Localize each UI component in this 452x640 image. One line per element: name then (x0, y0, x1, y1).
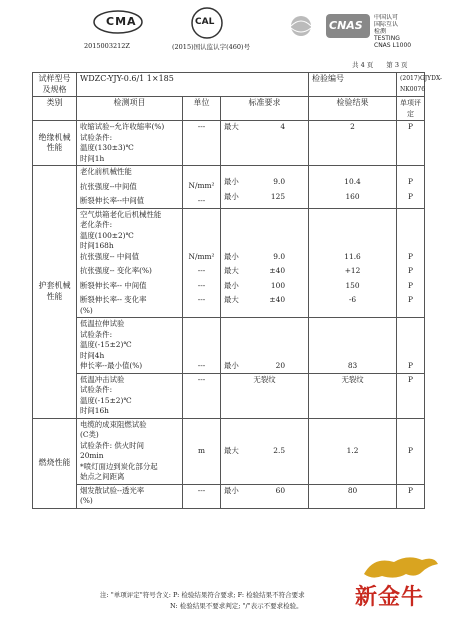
unit-line: --- (197, 266, 206, 275)
unit-line: --- (197, 195, 206, 205)
column-header-row (33, 97, 425, 121)
result-cell (309, 166, 397, 209)
cal-logo-text: CAL (195, 17, 215, 27)
cnas-cn2: 国际互认 (374, 21, 399, 28)
item-line: 试验条件: 供火时间 (80, 440, 144, 450)
item-line: 断裂伸长率-- 变化率 (80, 295, 147, 304)
unit-cell: m (183, 418, 221, 484)
item-line: 空气烘箱老化后机械性能 (80, 209, 162, 219)
req-value: 9.0 (273, 251, 286, 261)
col-requirement: 标准要求 (221, 97, 309, 121)
page-info: 共 4 页 第 3 页 (352, 61, 408, 69)
req-cell: 无裂纹 (221, 373, 309, 418)
item-line: 抗张强度-- 变化率(%) (80, 266, 152, 275)
cnas-brand-text: CNAS (329, 19, 363, 32)
req-value: ±40 (269, 266, 286, 275)
result-line: 150 (345, 280, 360, 290)
item-line: 老化前机械性能 (80, 167, 132, 176)
table-row (33, 484, 425, 508)
item-line: 伸长率--最小值(%) (80, 361, 143, 370)
cma-logo (88, 8, 148, 36)
item-line: 收缩试验--允许收缩率(%) (80, 122, 165, 131)
req-value: 60 (275, 485, 286, 495)
unit-cell: --- (183, 121, 221, 166)
footnote-line1: 注: "单项评定"符号含义: P: 检验结果符合要求; F: 检验结果不符合要求 (100, 591, 305, 599)
unit-cell: --- (183, 484, 221, 508)
req-value: 9.0 (273, 177, 286, 186)
col-item: 检测项目 (77, 97, 183, 121)
item-line: (%) (80, 496, 93, 505)
meta-row (33, 73, 425, 97)
table-row (33, 208, 425, 318)
item-line: 温度(-15±2)℃ (80, 395, 132, 405)
item-line: 电缆的成束阻燃试验 (80, 419, 147, 429)
category-insulation: 绝缘机械性能 (33, 121, 77, 166)
req-kind: 最大 (224, 122, 239, 131)
judge-line: P (408, 177, 414, 186)
req-value: ±40 (269, 295, 286, 304)
cnas-cn3: 检测 (374, 28, 387, 35)
result-line: -6 (348, 295, 357, 304)
ilac-mra-logo (283, 14, 319, 40)
req-kind: 最大 (224, 445, 239, 455)
judge-line: P (408, 251, 414, 261)
req-cell (221, 418, 309, 484)
req-kind: 最大 (224, 266, 239, 275)
item-line: 试验条件: (80, 132, 113, 142)
judge-cell: P (397, 318, 425, 374)
item-cell (77, 484, 183, 508)
brand-name: 新金牛 (355, 585, 425, 610)
item-line: 老化条件: (80, 220, 113, 229)
footnote-line2: N: 检验结果不要求判定; "/"表示不要求检验。 (170, 602, 303, 610)
item-line: 时间4h (80, 350, 105, 360)
judge-cell: P (397, 484, 425, 508)
judge-cell: P (397, 373, 425, 418)
judge-line: P (408, 280, 414, 290)
unit-cell: --- (183, 318, 221, 374)
item-cell (77, 318, 183, 374)
cnas-cn1: 中国认可 (374, 14, 399, 21)
item-cell (77, 121, 183, 166)
item-line: *喷灯面边到炭化部分起 (80, 461, 158, 471)
item-line: (%) (80, 305, 93, 315)
cnas-text-block (374, 14, 411, 49)
item-line: 低温拉伸试验 (80, 319, 125, 328)
unit-cell: --- (183, 373, 221, 418)
result-cell: 83 (309, 318, 397, 374)
unit-line: N/mm² (188, 181, 215, 190)
item-line: 试验条件: (80, 329, 113, 339)
item-line: 20min (80, 451, 104, 460)
table-row (33, 121, 425, 166)
item-line: 低温冲击试验 (80, 374, 125, 384)
unit-line: --- (197, 295, 206, 304)
result-cell: 无裂纹 (309, 373, 397, 418)
item-cell (77, 418, 183, 484)
model-label: 试样型号及规格 (33, 73, 77, 97)
result-cell: 2 (309, 121, 397, 166)
item-line: 温度(-15±2)℃ (80, 340, 132, 349)
req-cell (221, 208, 309, 318)
req-value: 4 (280, 122, 286, 131)
req-kind: 最小 (224, 280, 239, 290)
table-row (33, 166, 425, 209)
judge-line: P (408, 191, 414, 201)
cal-logo (190, 6, 224, 40)
cnas-en1: TESTING (374, 35, 400, 42)
item-line: 断裂伸长率-- 中间值 (80, 280, 147, 290)
item-line: 断裂伸长率--中间值 (80, 196, 145, 205)
item-line: (C类) (80, 430, 99, 439)
item-line: 烟发散试验--透光率 (80, 485, 145, 495)
req-cell (221, 318, 309, 374)
cma-logo-text: CMA (106, 15, 137, 28)
unit-line: --- (197, 280, 206, 290)
test-report-table (32, 72, 443, 509)
category-sheath: 护套机械性能 (33, 166, 77, 419)
model-value: WDZC-YJY-0.6/1 1×185 (77, 73, 309, 97)
req-value: 20 (275, 361, 286, 370)
cnas-en2: CNAS L1000 (374, 42, 412, 49)
item-cell (77, 208, 183, 318)
result-cell: 1.2 (309, 418, 397, 484)
result-line: 11.6 (344, 251, 361, 261)
cnas-logo (326, 14, 370, 38)
judge-cell: P (397, 121, 425, 166)
result-cell: 80 (309, 484, 397, 508)
item-line: 温度(130±3)℃ (80, 143, 134, 152)
judge-line: P (408, 266, 414, 275)
unit-cell (183, 166, 221, 209)
report-label-cell (309, 73, 397, 97)
judge-line: P (408, 295, 414, 304)
unit-cell (183, 208, 221, 318)
report-value: (2017)GJYDX-NK0076 (397, 73, 425, 97)
req-cell (221, 166, 309, 209)
item-line: 始点之间距离 (80, 472, 125, 481)
table-row (33, 318, 425, 374)
req-cell (221, 121, 309, 166)
table-row (33, 418, 425, 484)
col-category: 类别 (33, 97, 77, 121)
item-cell (77, 373, 183, 418)
result-cell (309, 208, 397, 318)
item-line: 时间168h (80, 241, 114, 250)
result-line: 10.4 (344, 177, 361, 186)
req-kind: 最小 (224, 485, 239, 495)
item-cell (77, 166, 183, 209)
req-value: 2.5 (273, 445, 286, 455)
judge-cell (397, 166, 425, 209)
cal-number: (2015)国认监认字(460)号 (172, 43, 251, 51)
item-line: 时间1h (80, 153, 105, 163)
req-kind: 最小 (224, 177, 239, 186)
judge-cell (397, 208, 425, 318)
result-line: +12 (344, 266, 361, 275)
col-judge: 单项评定 (397, 97, 425, 121)
col-result: 检验结果 (309, 97, 397, 121)
req-kind: 最大 (224, 295, 239, 304)
item-line: 抗张强度-- 中间值 (80, 251, 140, 261)
unit-line: N/mm² (188, 251, 215, 261)
req-kind: 最小 (224, 361, 239, 370)
col-unit: 单位 (183, 97, 221, 121)
req-kind: 最小 (224, 251, 239, 261)
table-row (33, 373, 425, 418)
result-line: 160 (345, 191, 360, 201)
req-value: 100 (270, 280, 286, 290)
item-line: 时间16h (80, 406, 109, 415)
item-line: 抗张强度--中间值 (80, 181, 137, 191)
category-combustion: 燃烧性能 (33, 418, 77, 508)
report-label: 检验编号 (312, 74, 345, 83)
judge-cell: P (397, 418, 425, 484)
req-value: 125 (270, 191, 286, 201)
req-kind: 最小 (224, 191, 239, 201)
item-line: 试验条件: (80, 385, 113, 394)
cma-number: 2015003212Z (84, 42, 130, 50)
req-cell (221, 484, 309, 508)
item-line: 温度(100±2)℃ (80, 230, 134, 240)
